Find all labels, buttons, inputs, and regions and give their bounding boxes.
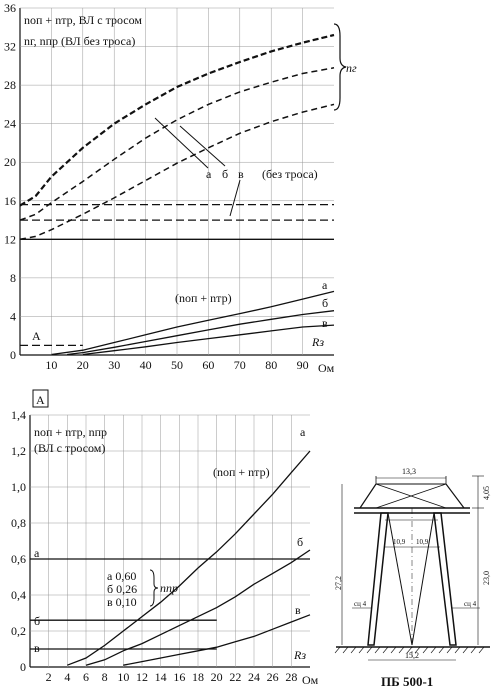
tower-dim-top: 13,3 <box>402 467 416 476</box>
top-R-label: Rз <box>312 335 325 349</box>
tower-left-leg <box>368 513 388 645</box>
ground-hatch-stroke <box>479 647 484 653</box>
x-tick-label: 10 <box>117 670 130 684</box>
npr-brace <box>150 570 158 606</box>
no-wire-label: (без троса) <box>262 167 318 181</box>
y-tick-label: 0,2 <box>11 624 26 638</box>
y-tick-label: 0 <box>10 348 16 362</box>
y-tick-label: 1,0 <box>11 480 26 494</box>
ground-hatch-stroke <box>431 647 436 653</box>
tower-brace-2 <box>412 513 434 645</box>
bottom-end-label-v: в <box>295 603 301 617</box>
x-tick-label: 18 <box>192 670 204 684</box>
top-end-label-v: в <box>322 316 328 330</box>
y-tick-label: 36 <box>4 1 16 15</box>
bottom-chart <box>11 390 319 687</box>
bottom-x-unit: Ом <box>302 673 319 687</box>
ground-hatch-stroke <box>375 647 380 653</box>
series-line-б-7 <box>67 311 334 355</box>
tower-dim-mid: 23,0 <box>482 571 491 585</box>
ground-hatch-stroke <box>471 647 476 653</box>
tower-dim-arm: 4,05 <box>482 486 491 500</box>
y-tick-label: 1,2 <box>11 444 26 458</box>
x-tick-label: 14 <box>154 670 167 684</box>
top-label-v: в <box>238 167 244 181</box>
panel-A-label: А <box>36 393 45 407</box>
npr-value-v: в 0,10 <box>107 595 137 609</box>
tower-top-right <box>446 484 464 508</box>
y-tick-label: 4 <box>10 309 16 324</box>
y-tick-label: 0,4 <box>11 588 26 602</box>
ground-hatch-stroke <box>447 647 452 653</box>
x-tick-label: 20 <box>76 358 89 372</box>
y-tick-label: 16 <box>4 193 16 208</box>
x-tick-label: 26 <box>266 670 279 684</box>
npr-value-b: б 0,26 <box>107 582 138 596</box>
npr-value-a: а 0,60 <box>107 569 137 583</box>
x-tick-label: 8 <box>101 670 108 684</box>
tower-drawing <box>334 467 491 689</box>
tower-brace-1 <box>388 513 412 645</box>
bottom-series-group <box>30 451 310 665</box>
ground-hatch-stroke <box>439 647 444 653</box>
tower-top-left <box>360 484 376 508</box>
y-tick-label: 20 <box>4 155 16 170</box>
x-tick-label: 50 <box>171 358 183 372</box>
x-tick-label: 2 <box>45 670 52 684</box>
ng-brace <box>334 24 346 110</box>
top-sum-label: (nоп + nтр) <box>175 291 232 305</box>
bottom-legend-line-2: (ВЛ с тросом) <box>34 441 106 455</box>
y-tick-label: 0,6 <box>11 552 26 566</box>
ground-hatch-stroke <box>367 647 372 653</box>
ground-hatch-stroke <box>343 647 348 653</box>
ground-hatch-stroke <box>351 647 356 653</box>
tower-dim-left-half: 10,9 <box>393 538 406 546</box>
bottom-y-tick-labels <box>11 408 26 674</box>
bottom-R-label: Rз <box>294 648 307 662</box>
top-end-label-a: а <box>322 278 328 292</box>
x-tick-label: 80 <box>265 358 278 372</box>
y-tick-label: 0,8 <box>11 516 26 530</box>
top-label-a: а <box>206 167 212 181</box>
x-tick-label: 28 <box>285 670 298 684</box>
x-tick-label: 10 <box>45 358 58 372</box>
bottom-hline-label-v: в <box>34 641 40 655</box>
ground-hatch-stroke <box>391 647 396 653</box>
x-tick-label: 70 <box>233 358 246 372</box>
bottom-legend-line-1: nоп + nтр, nпр <box>34 425 108 439</box>
top-chart <box>4 1 357 375</box>
y-tick-label: 1,4 <box>11 408 26 422</box>
x-tick-label: 6 <box>83 670 89 684</box>
y-tick-label: 0 <box>20 660 26 674</box>
top-label-b: б <box>222 167 229 181</box>
top-y-tick-labels <box>4 1 16 362</box>
ground-hatch-stroke <box>463 647 468 653</box>
x-tick-label: 30 <box>108 358 121 372</box>
top-x-tick-labels <box>45 358 308 372</box>
tower-right-leg <box>434 513 456 645</box>
bottom-sum-label: (nоп + nтр) <box>213 465 270 479</box>
x-tick-label: 4 <box>64 670 71 684</box>
y-tick-label: 32 <box>4 39 16 54</box>
y-tick-label: 28 <box>4 78 16 93</box>
x-tick-label: 22 <box>229 670 242 684</box>
top-label-A: А <box>32 329 41 343</box>
ground-hatch-stroke <box>455 647 460 653</box>
ground-hatch-stroke <box>399 647 404 653</box>
x-tick-label: 24 <box>248 670 260 684</box>
leader-line-v <box>230 180 240 216</box>
y-tick-label: 8 <box>10 270 16 285</box>
tower-wire-left: сц 4 <box>354 600 367 608</box>
x-tick-label: 60 <box>202 358 215 372</box>
ground-hatch-stroke <box>359 647 364 653</box>
ng-label: nг <box>346 61 357 75</box>
x-tick-label: 12 <box>136 670 148 684</box>
x-tick-label: 16 <box>173 670 186 684</box>
x-tick-label: 20 <box>210 670 223 684</box>
tower-dim-right-half: 10,9 <box>416 538 429 546</box>
ground-hatch-stroke <box>423 647 428 653</box>
series-line-а-0 <box>67 451 310 665</box>
ground-hatch-stroke <box>335 647 340 653</box>
y-tick-label: 24 <box>4 116 16 131</box>
x-tick-label: 40 <box>139 358 152 372</box>
tower-dim-base: 15,2 <box>405 651 419 660</box>
npr-label: nпр <box>160 581 178 595</box>
leader-line-b <box>180 126 225 166</box>
bottom-end-label-b: б <box>297 535 304 549</box>
x-tick-label: 90 <box>296 358 309 372</box>
top-x-unit: Ом <box>318 361 335 375</box>
top-legend-line-1: nоп + nтр, ВЛ с тросом <box>24 13 142 27</box>
bottom-x-tick-labels <box>46 670 298 684</box>
bottom-hline-label-b: б <box>34 614 41 628</box>
bottom-hline-label-a: а <box>34 546 40 560</box>
top-legend-line-2: nг, nпр (ВЛ без троса) <box>24 34 136 48</box>
tower-wire-right: сц 4 <box>464 600 477 608</box>
ground-hatch-stroke <box>383 647 388 653</box>
tower-dim-total: 27,2 <box>334 576 343 590</box>
top-end-label-b: б <box>322 296 329 310</box>
bottom-end-label-a: а <box>300 425 306 439</box>
tower-title: ПБ 500-1 <box>381 674 434 689</box>
y-tick-label: 12 <box>4 232 16 247</box>
